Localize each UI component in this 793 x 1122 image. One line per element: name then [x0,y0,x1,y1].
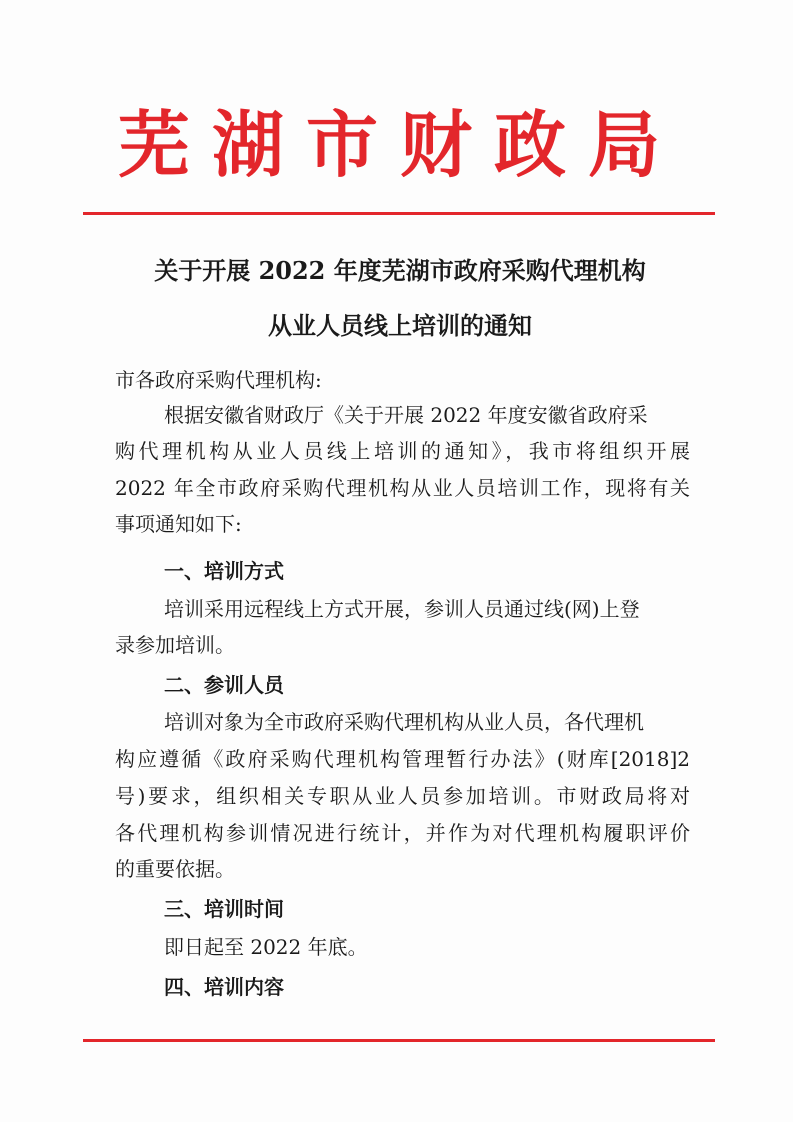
masthead-org-name: 芜湖市财政局 [117,103,682,187]
section-heading-1: 一、培训方式 [164,559,284,583]
section-2-line-1: 培训对象为全市政府采购代理机构从业人员，各代理机 [164,710,644,734]
section-2-line-4: 各代理机构参训情况进行统计，并作为对代理机构履职评价 [115,821,690,845]
section-1-line-2: 录参加培训。 [115,633,235,657]
intro-line-3: 2022 年全市政府采购代理机构从业人员培训工作，现将有关 [115,476,690,500]
intro-line-4: 事项通知如下: [115,512,242,536]
intro-line-1: 根据安徽省财政厅《关于开展 2022 年度安徽省政府采 [164,403,648,427]
section-2-line-2: 构应遵循《政府采购代理机构管理暂行办法》(财库[2018]2 [115,747,690,771]
footer-red-rule [83,1039,715,1042]
intro-line-2: 购代理机构从业人员线上培训的通知》，我市将组织开展 [115,439,690,463]
section-heading-3: 三、培训时间 [164,897,284,921]
section-3-line-1: 即日起至 2022 年底。 [164,935,368,959]
document-title-line-1: 关于开展 2022 年度芜湖市政府采购代理机构 [154,256,646,285]
masthead-red-rule [83,212,715,215]
section-2-line-3: 号)要求，组织相关专职从业人员参加培训。市财政局将对 [115,784,690,808]
section-heading-2: 二、参训人员 [164,673,284,697]
section-1-line-1: 培训采用远程线上方式开展，参训人员通过线(网)上登 [164,597,640,621]
salutation: 市各政府采购代理机构: [115,368,322,392]
section-2-line-5: 的重要依据。 [115,857,235,881]
section-heading-4: 四、培训内容 [164,975,284,999]
document-title-line-2: 从业人员线上培训的通知 [268,311,532,340]
